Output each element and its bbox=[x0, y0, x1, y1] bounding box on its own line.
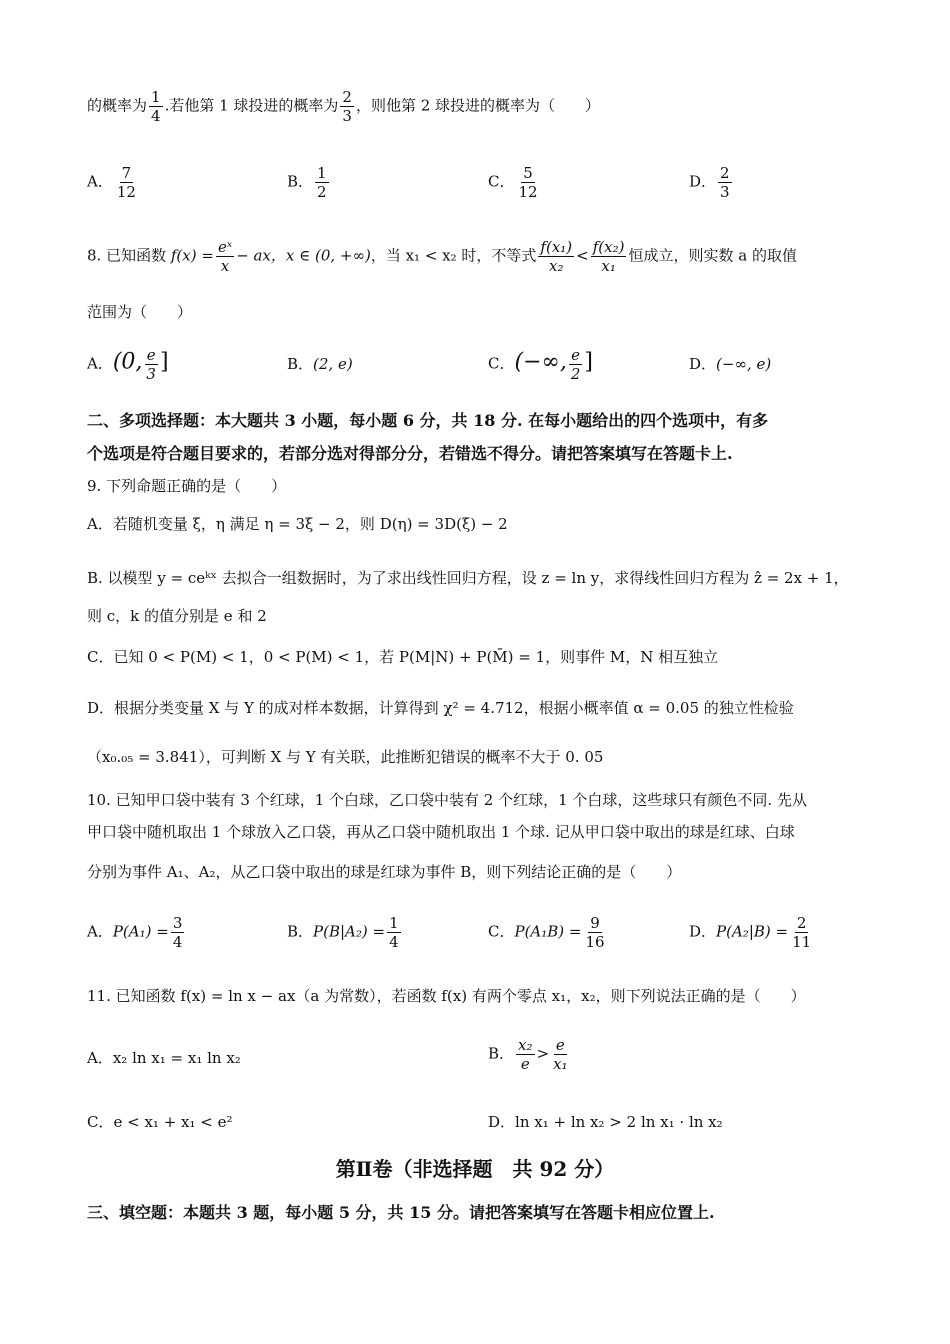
q8-stem bbox=[87, 238, 797, 275]
option-fraction bbox=[387, 914, 401, 951]
option-fraction bbox=[516, 164, 539, 201]
option-fraction bbox=[790, 914, 813, 951]
frac-num: eˣ bbox=[217, 238, 233, 256]
q9-option-a: A．若随机变量 ξ，η 满足 η = 3ξ − 2，则 D(η) = 3D(ξ) − 2 bbox=[87, 515, 508, 533]
option-fraction bbox=[718, 164, 732, 201]
q7-option-d bbox=[689, 164, 734, 201]
option-label: D． bbox=[689, 172, 717, 191]
frac-num: 3 bbox=[172, 914, 183, 932]
q9-option-d-line2: （x₀.₀₅ = 3.841），可判断 X 与 Y 有关联，此推断犯错误的概率不大于 0. 05 bbox=[87, 748, 604, 766]
q7-tail-line bbox=[87, 88, 600, 125]
frac-den: x₁ bbox=[553, 1055, 568, 1073]
frac-den: 3 bbox=[146, 365, 156, 383]
q7-fraction-1 bbox=[149, 88, 163, 125]
q7-frac2-num: 2 bbox=[342, 88, 352, 106]
frac-den: 4 bbox=[172, 933, 183, 951]
q7-text: .若他第 1 球投进的概率为 bbox=[164, 96, 339, 115]
frac-den: 16 bbox=[585, 933, 605, 951]
q10-stem-line1: 10. 已知甲口袋中装有 3 个红球，1 个白球，乙口袋中装有 2 个红球，1 个白球，这些球只有颜色不同. 先从 bbox=[87, 791, 807, 809]
q11-option-c: C．e < x₁ + x₁ < e² bbox=[87, 1113, 233, 1131]
q7-option-c bbox=[488, 164, 542, 201]
section2-heading-line1: 二、多项选择题：本大题共 3 小题，每小题 6 分，共 18 分. 在每小题给出的四个选项中，有多 bbox=[87, 411, 769, 430]
q9-stem: 9. 下列命题正确的是（ ） bbox=[87, 477, 287, 495]
q7-frac2-den: 3 bbox=[342, 107, 352, 125]
option-expr: P(B|A₂) = bbox=[313, 922, 386, 941]
q7-option-b bbox=[287, 164, 331, 201]
frac-den: x₂ bbox=[549, 257, 564, 275]
q10-option-d bbox=[689, 914, 815, 951]
frac-den: 11 bbox=[792, 933, 812, 951]
frac-num: 1 bbox=[317, 164, 327, 182]
q10-stem-line2: 甲口袋中随机取出 1 个球放入乙口袋，再从乙口袋中随机取出 1 个球. 记从甲口袋中取出的球是红球、白球 bbox=[87, 823, 795, 841]
q10-option-c bbox=[488, 914, 609, 951]
q7-option-a bbox=[87, 164, 140, 201]
q8-ineq-left bbox=[538, 238, 574, 275]
q10-option-a bbox=[87, 914, 186, 951]
frac-num: 5 bbox=[523, 164, 533, 182]
volume-2-title: 第Ⅱ卷（非选择题 共 92 分） bbox=[335, 1157, 615, 1181]
q11-stem: 11. 已知函数 f(x) = ln x − ax（a 为常数），若函数 f(x) 有两个零点 x₁，x₂，则下列说法正确的是（ ） bbox=[87, 987, 806, 1005]
frac-den: 2 bbox=[570, 365, 581, 383]
q10-stem-line3: 分别为事件 A₁、A₂，从乙口袋中取出的球是红球为事件 B，则下列结论正确的是（ ） bbox=[87, 863, 682, 881]
option-fraction bbox=[569, 346, 583, 383]
option-label: C． bbox=[488, 922, 515, 941]
q8-ineq-right bbox=[591, 238, 627, 275]
frac-den: x₁ bbox=[601, 257, 616, 275]
option-fraction-left bbox=[516, 1036, 534, 1073]
q8-func: f(x) = bbox=[170, 246, 214, 265]
q8-option-d bbox=[689, 354, 771, 374]
q8-mid: ，当 x₁ < x₂ 时，不等式 bbox=[370, 246, 537, 265]
option-text: ] bbox=[159, 349, 169, 375]
frac-den: x bbox=[220, 257, 230, 275]
frac-num: e bbox=[555, 1036, 565, 1054]
q7-fraction-2 bbox=[340, 88, 354, 125]
option-label: A． bbox=[87, 172, 113, 191]
frac-den: 4 bbox=[389, 933, 399, 951]
q8-tail: 恒成立，则实数 a 的取值 bbox=[628, 246, 797, 265]
frac-num: f(x₁) bbox=[540, 238, 573, 256]
frac-num: e bbox=[146, 346, 156, 364]
q9-option-c: C．已知 0 < P(M) < 1，0 < P(M) < 1，若 P(M|N) + P(M̄) = 1，则事件 M，N 相互独立 bbox=[87, 648, 719, 666]
q7-frac1-num: 1 bbox=[151, 88, 161, 106]
option-label: B． bbox=[488, 1044, 515, 1063]
frac-num: 2 bbox=[796, 914, 807, 932]
q7-text: ，则他第 2 球投进的概率为（ ） bbox=[355, 96, 601, 115]
option-label: A． bbox=[87, 354, 113, 373]
section3-heading: 三、填空题：本题共 3 题，每小题 5 分，共 15 分。请把答案填写在答题卡相应位置上. bbox=[87, 1203, 715, 1222]
q8-func-fraction bbox=[216, 238, 234, 275]
frac-num: f(x₂) bbox=[592, 238, 625, 256]
frac-num: 9 bbox=[590, 914, 600, 932]
option-text: (2, e) bbox=[313, 355, 353, 373]
option-label: C． bbox=[488, 172, 515, 191]
q9-option-b-line1: B. 以模型 y = ceᵏˣ 去拟合一组数据时，为了求出线性回归方程，设 z = ln y，求得线性回归方程为 ẑ = 2x + 1， bbox=[87, 569, 849, 587]
q11-option-a: A．x₂ ln x₁ = x₁ ln x₂ bbox=[87, 1049, 241, 1067]
q8-prefix: 8. 已知函数 bbox=[87, 246, 167, 265]
option-label: C． bbox=[488, 354, 515, 373]
option-fraction bbox=[115, 164, 138, 201]
option-label: A． bbox=[87, 922, 113, 941]
frac-num: 1 bbox=[389, 914, 399, 932]
option-fraction-right bbox=[551, 1036, 569, 1073]
frac-den: 12 bbox=[116, 183, 136, 201]
option-text: (−∞, e) bbox=[716, 355, 772, 373]
option-fraction bbox=[171, 914, 185, 951]
option-expr: P(A₂|B) = bbox=[716, 922, 789, 941]
q10-option-b bbox=[287, 914, 403, 951]
frac-den: 3 bbox=[720, 183, 730, 201]
option-label: B． bbox=[287, 172, 314, 191]
frac-den: 2 bbox=[317, 183, 327, 201]
option-fraction bbox=[144, 346, 158, 383]
frac-num: x₂ bbox=[518, 1036, 533, 1054]
option-expr: P(A₁) = bbox=[112, 922, 169, 941]
q8-stem-line2: 范围为（ ） bbox=[87, 303, 193, 321]
option-fraction bbox=[584, 914, 607, 951]
option-label: D． bbox=[689, 355, 717, 373]
frac-den: e bbox=[520, 1055, 530, 1073]
option-text: ] bbox=[584, 349, 593, 375]
option-label: B． bbox=[287, 922, 314, 941]
frac-num: 2 bbox=[720, 164, 730, 182]
option-fraction bbox=[315, 164, 329, 201]
option-expr: P(A₁B) = bbox=[514, 922, 582, 941]
q7-frac1-den: 4 bbox=[151, 107, 161, 125]
q11-option-b bbox=[488, 1036, 572, 1073]
q8-option-a bbox=[87, 346, 169, 383]
frac-num: 7 bbox=[121, 164, 132, 182]
option-label: B． bbox=[287, 355, 314, 373]
section2-heading-line2: 个选项是符合题目要求的，若部分选对得部分分，若错选不得分。请把答案填写在答题卡上. bbox=[87, 444, 733, 463]
option-text: (0, bbox=[112, 349, 143, 375]
q8-option-c bbox=[488, 346, 593, 383]
q7-text: 的概率为 bbox=[87, 96, 148, 115]
q8-func-tail: − ax，x ∈ (0, +∞) bbox=[236, 246, 371, 265]
q11-option-d: D．ln x₁ + ln x₂ > 2 ln x₁ · ln x₂ bbox=[488, 1113, 723, 1131]
q8-ineq-op: < bbox=[576, 246, 589, 265]
option-text: (−∞, bbox=[514, 349, 567, 375]
frac-num: e bbox=[571, 346, 581, 364]
q8-option-b bbox=[287, 354, 353, 374]
option-op: > bbox=[536, 1044, 550, 1063]
q9-option-b-line2: 则 c，k 的值分别是 e 和 2 bbox=[87, 607, 267, 625]
q9-option-d-line1: D．根据分类变量 X 与 Y 的成对样本数据，计算得到 χ² = 4.712，根据小概率值 α = 0.05 的独立性检验 bbox=[87, 699, 794, 717]
frac-den: 12 bbox=[518, 183, 538, 201]
option-label: D． bbox=[689, 922, 717, 941]
